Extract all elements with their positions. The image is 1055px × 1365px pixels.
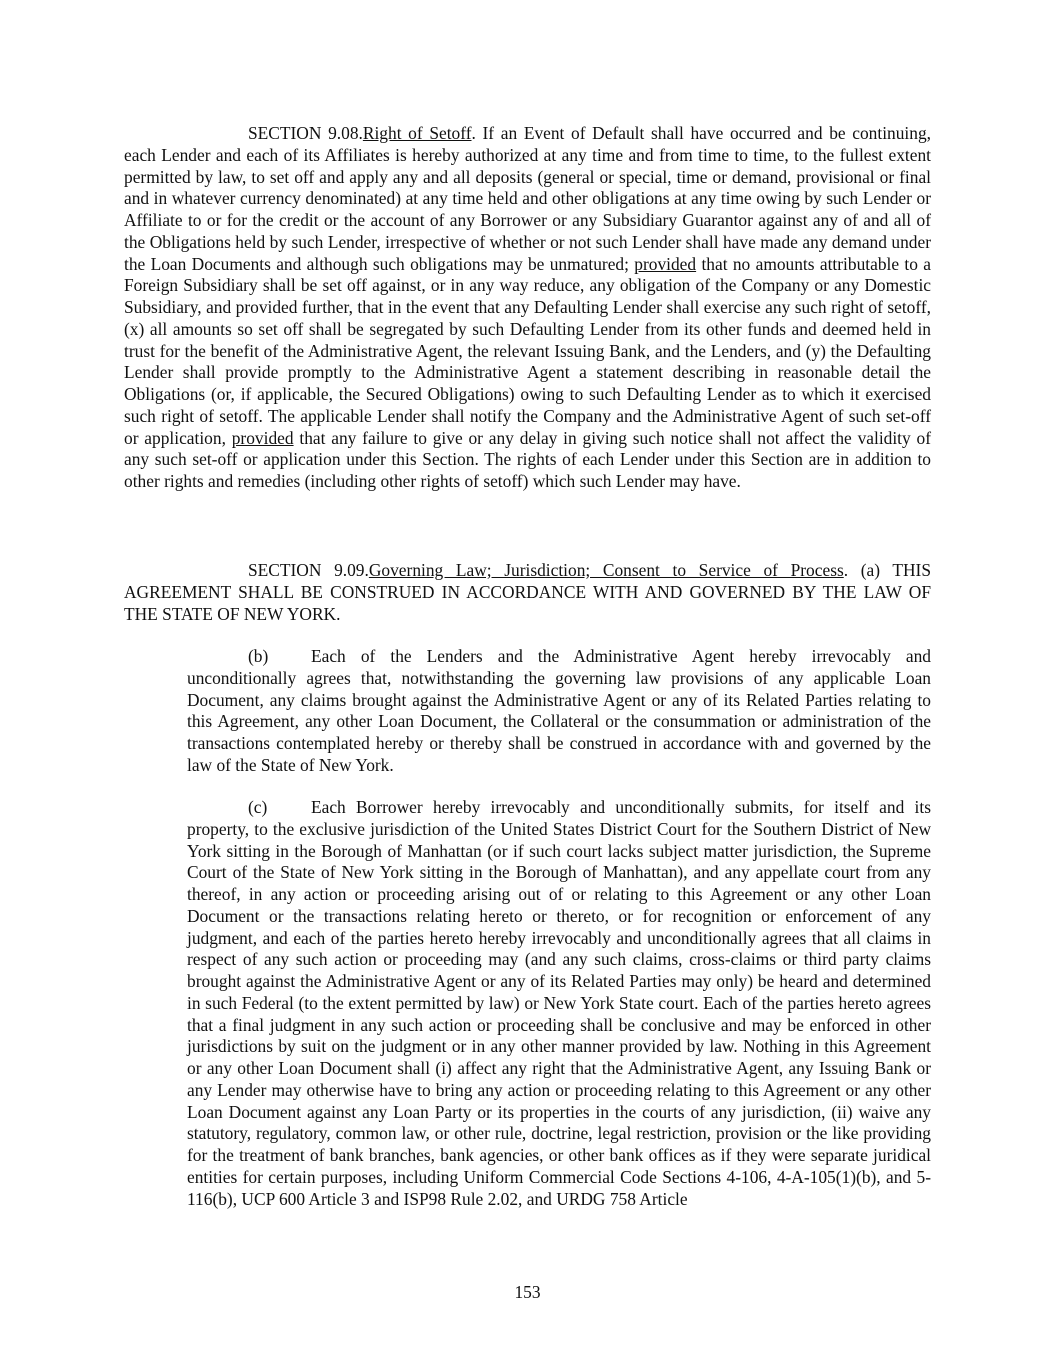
section-9-08-paragraph — [124, 123, 931, 493]
provided-term: provided — [231, 427, 294, 448]
section-9-08-number: SECTION 9.08. — [248, 123, 363, 143]
subsection-b-paragraph — [187, 646, 931, 777]
page-number: 153 — [514, 1282, 541, 1302]
section-9-09-number: SECTION 9.09. — [248, 560, 369, 580]
section-9-08-text-b: that no amounts attributable to a Foreign Subsidiary shall be set off against, or in any way reduce, any obligation of the Company or any Domestic Subsidiary, and provided further, that in the event that any Defaulting Lender shall exercise any such right of setoff, (x) all amounts so set off shall be segregated by such Defaulting Lender from its other funds and deemed held in trust for the benefit of the Administrative Agent, the relevant Issuing Bank, and the Lenders, and (y) the Defaulting Lender shall provide promptly to the Administrative Agent a statement describing in reasonable detail the Obligations (or, if applicable, the Secured Obligations) owing to such Defaulting Lender as to which it exercised such right of setoff. The applicable Lender shall notify the Company and the Administrative Agent of such set-off or application, — [124, 253, 931, 448]
subsection-c-text: Each Borrower hereby irrevocably and unconditionally submits, for itself and its property, to the exclusive jurisdiction of the United States District Court for the Southern District of New York sitting in the Borough of Manhattan (or if such court lacks subject matter jurisdiction, the Supreme Court of the State of New York sitting in the Borough of Manhattan), and any appellate court from any thereof, in any action or proceeding arising out of or relating to this Agreement or any other Loan Document or the transactions relating hereto or thereto, or for recognition or enforcement of any judgment, and each of the parties hereto hereby irrevocably and unconditionally agrees that all claims in respect of any such action or proceeding may (and any such claims, cross-claims or third party claims brought against the Administrative Agent or any of its Related Parties may only) be heard and determined in such Federal (to the extent permitted by law) or New York State court. Each of the parties hereto agrees that a final judgment in any such action or proceeding shall be conclusive and may be enforced in other jurisdictions by suit on the judgment or in any other manner provided by law. Nothing in this Agreement or any other Loan Document shall (i) affect any right that the Administrative Agent, any Issuing Bank or any Lender may otherwise have to bring any action or proceeding relating to this Agreement or any other Loan Document against any Loan Party or its properties in the courts of any jurisdiction, (ii) waive any statutory, regulatory, common law, or other rule, doctrine, legal restriction, provision or the like providing for the treatment of bank branches, bank agencies, or other bank offices as if they were separate juridical entities for certain purposes, including Uniform Commercial Code Sections 4-106, 4-A-105(1)(b), and 5-116(b), UCP 600 Article 3 and ISP98 Rule 2.02, and URDG 758 Article — [187, 797, 931, 1209]
section-9-08-text-c: that any failure to give or any delay in giving such notice shall not affect the validity of any such set-off or application under this Section. The rights of each Lender under this Section are in addition to other rights and remedies (including other rights of setoff) which such Lender may have. — [124, 427, 932, 491]
section-9-09-paragraph — [124, 560, 931, 625]
section-9-09-heading: Governing Law; Jurisdiction; Consent to Service of Process — [368, 560, 844, 580]
subsection-c-label: (c) — [248, 797, 268, 817]
section-9-09-text: . (a) THIS AGREEMENT SHALL BE CONSTRUED IN ACCORDANCE WITH AND GOVERNED BY THE LAW OF THE STATE OF NEW YORK. — [124, 560, 931, 624]
section-9-08-heading: Right of Setoff — [362, 123, 472, 143]
subsection-b-label: (b) — [248, 646, 269, 666]
subsection-c-paragraph — [187, 797, 931, 1210]
section-9-08-text-a: . If an Event of Default shall have occurred and be continuing, each Lender and each of its Affiliates is hereby authorized at any time and from time to time, to the fullest extent permitted by law, to set off and apply any and all deposits (general or special, time or demand, provisional or final and in whatever currency denominated) at any time held and other obligations at any time owing by such Lender or Affiliate to or for the credit or the account of any Borrower or any Subsidiary Guarantor against any of and all of the Obligations held by such Lender, irrespective of whether or not such Lender shall have made any demand under the Loan Documents and although such obligations may be unmatured; — [124, 123, 931, 274]
subsection-b-text: Each of the Lenders and the Administrative Agent hereby irrevocably and unconditionally agrees that, notwithstanding the governing law provisions of any applicable Loan Document, any claims brought against the Administrative Agent or any of its Related Parties relating to this Agreement, any other Loan Document, the Collateral or the consummation or administration of the transactions contemplated hereby or thereby shall be construed in accordance with and governed by the law of the State of New York. — [187, 646, 931, 775]
provided-term: provided — [634, 253, 697, 274]
